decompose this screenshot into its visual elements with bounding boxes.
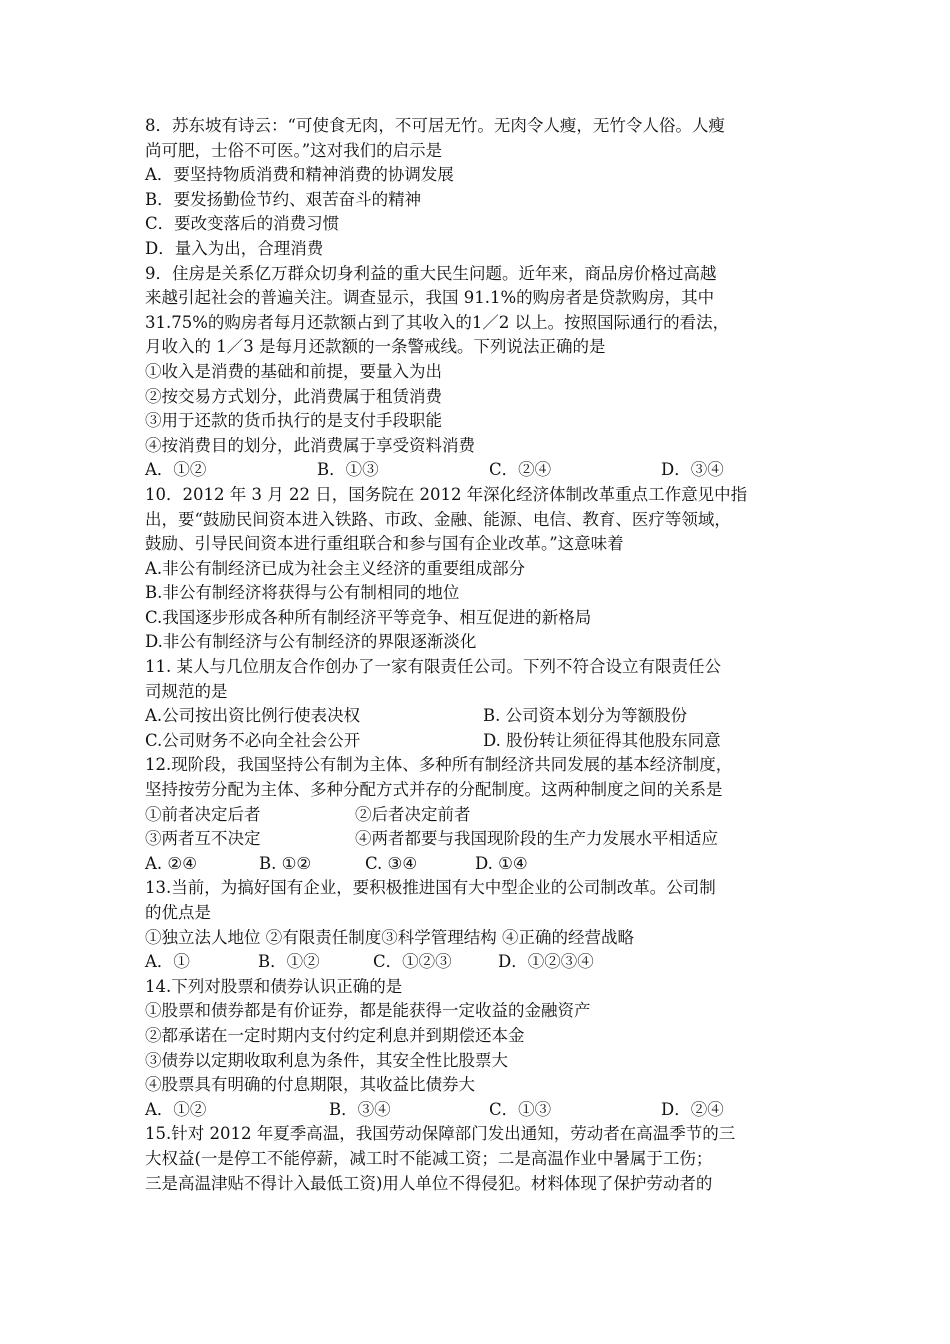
q9-stem-line-3: 31.75%的购房者每月还款额占到了其收入的1／2 以上。按照国际通行的看法， [145,312,730,332]
q14-option-b: B．③④ [329,1099,391,1119]
q10-option-a: A.非公有制经济已成为社会主义经济的重要组成部分 [145,558,526,578]
q15-stem-line-3: 三是高温津贴不得计入最低工资)用人单位不得侵犯。材料体现了保护劳动者的 [145,1173,713,1193]
q11-option-c: C.公司财务不必向全社会公开 [145,730,361,750]
q12-stem-line-2: 坚持按劳分配为主体、多种分配方式并存的分配制度。这两种制度之间的关系是 [145,780,723,800]
q10-stem-line-2: 出，要“鼓励民间资本进入铁路、市政、金融、能源、电信、教育、医疗等领域， [145,509,731,529]
q11-option-d: D. 股份转让须征得其他股东同意 [483,730,721,750]
q11-option-a: A.公司按出资比例行使表决权 [145,706,361,726]
q12-options-row [145,852,815,877]
q9-option-b: B．①③ [317,460,379,480]
q8-stem-line-1: 8．苏东坡有诗云：“可使食无肉，不可居无竹。无肉令人瘦，无竹令人俗。人瘦 [145,116,725,135]
q12-option-b: B. ①② [259,853,312,873]
q8-option-d: D．量入为出，合理消费 [145,238,324,258]
q14-option-a: A．①② [145,1099,207,1119]
q14-item-1: ①股票和债券都是有价证券，都是能获得一定收益的金融资产 [145,1001,591,1021]
q12-option-c: C. ③④ [365,853,418,873]
q11-stem-line-1: 11. 某人与几位朋友合作创办了一家有限责任公司。下列不符合设立有限责任公 [145,657,721,677]
q12-stem-line-1: 12.现阶段，我国坚持公有制为主体、多种所有制经济共同发展的基本经济制度， [145,755,733,775]
q10-option-c: C.我国逐步形成各种所有制经济平等竞争、相互促进的新格局 [145,607,592,627]
q12-item-3: ③两者互不决定 [145,829,261,849]
q9-stem-line-4: 月收入的 1／3 是每月还款额的一条警戒线。下列说法正确的是 [145,337,606,357]
q13-option-b: B．①② [258,952,320,972]
q9-item-3: ③用于还款的货币执行的是支付手段职能 [145,411,442,431]
q9-option-d: D．③④ [661,460,724,480]
q10-stem-line-1: 10．2012 年 3 月 22 日，国务院在 2012 年深化经济体制改革重点工作意见中指 [145,484,748,504]
q14-stem-line-1: 14.下列对股票和债券认识正确的是 [145,976,403,996]
q12-option-a: A. ②④ [145,853,197,873]
q15-stem-line-2: 大权益(一是停工不能停薪，减工时不能减工资；二是高温作业中暑属于工伤； [145,1148,713,1168]
q9-item-2: ②按交易方式划分，此消费属于租赁消费 [145,386,442,406]
q14-item-4: ④股票具有明确的付息期限，其收益比债券大 [145,1075,475,1095]
q9-option-a: A．①② [145,460,207,480]
q13-items: ①独立法人地位 ②有限责任制度③科学管理结构 ④正确的经营战略 [145,927,634,947]
q10-option-d: D.非公有制经济与公有制经济的界限逐渐淡化 [145,632,477,652]
q13-option-a: A．① [145,952,190,972]
q9-item-1: ①收入是消费的基础和前提，要量入为出 [145,361,442,381]
q13-option-c: C．①②③ [373,952,452,972]
q8-option-a: A．要坚持物质消费和精神消费的协调发展 [145,165,454,185]
q14-options-row [145,1098,815,1123]
q14-item-3: ③债券以定期收取利息为条件，其安全性比股票大 [145,1050,508,1070]
q9-stem-line-2: 来越引起社会的普遍关注。调查显示，我国 91.1%的购房者是贷款购房，其中 [145,288,715,308]
q10-stem-line-3: 鼓励、引导民间资本进行重组联合和参与国有企业改革。”这意味着 [145,534,624,554]
q11-options-row-2 [145,729,815,754]
q13-stem-line-1: 13.当前，为搞好国有企业，要积极推进国有大中型企业的公司制改革。公司制 [145,878,716,898]
q12-item-4: ④两者都要与我国现阶段的生产力发展水平相适应 [355,829,718,849]
q8-option-c: C．要改变落后的消费习惯 [145,214,340,234]
q12-option-d: D. ①④ [475,853,528,873]
q13-stem-line-2: 的优点是 [145,903,211,922]
q12-item-2: ②后者决定前者 [355,804,471,824]
q11-options-row-1 [145,704,815,729]
q13-options-row [145,950,815,975]
q9-item-4: ④按消费目的划分，此消费属于享受资料消费 [145,435,475,455]
q14-option-c: C．①③ [489,1099,552,1119]
q9-option-c: C．②④ [489,460,552,480]
q15-stem-line-1: 15.针对 2012 年夏季高温，我国劳动保障部门发出通知，劳动者在高温季节的三 [145,1124,736,1144]
q12-item-1: ①前者决定后者 [145,804,261,824]
q14-option-d: D．②④ [661,1099,724,1119]
q10-option-b: B.非公有制经济将获得与公有制相同的地位 [145,583,460,603]
q9-stem-line-1: 9．住房是关系亿万群众切身利益的重大民生问题。近年来，商品房价格过高越 [145,263,717,283]
q12-items-row-1 [145,803,815,828]
q11-stem-line-2: 司规范的是 [145,681,228,701]
document-page [145,114,815,1196]
q12-items-row-2 [145,827,815,852]
q8-stem-line-2: 尚可肥，士俗不可医。”这对我们的启示是 [145,140,443,160]
q9-options-row [145,458,815,483]
q13-option-d: D．①②③④ [498,952,594,972]
q11-option-b: B. 公司资本划分为等额股份 [483,706,688,726]
q8-option-b: B．要发扬勤俭节约、艰苦奋斗的精神 [145,189,422,209]
q14-item-2: ②都承诺在一定时期内支付约定利息并到期偿还本金 [145,1025,525,1045]
